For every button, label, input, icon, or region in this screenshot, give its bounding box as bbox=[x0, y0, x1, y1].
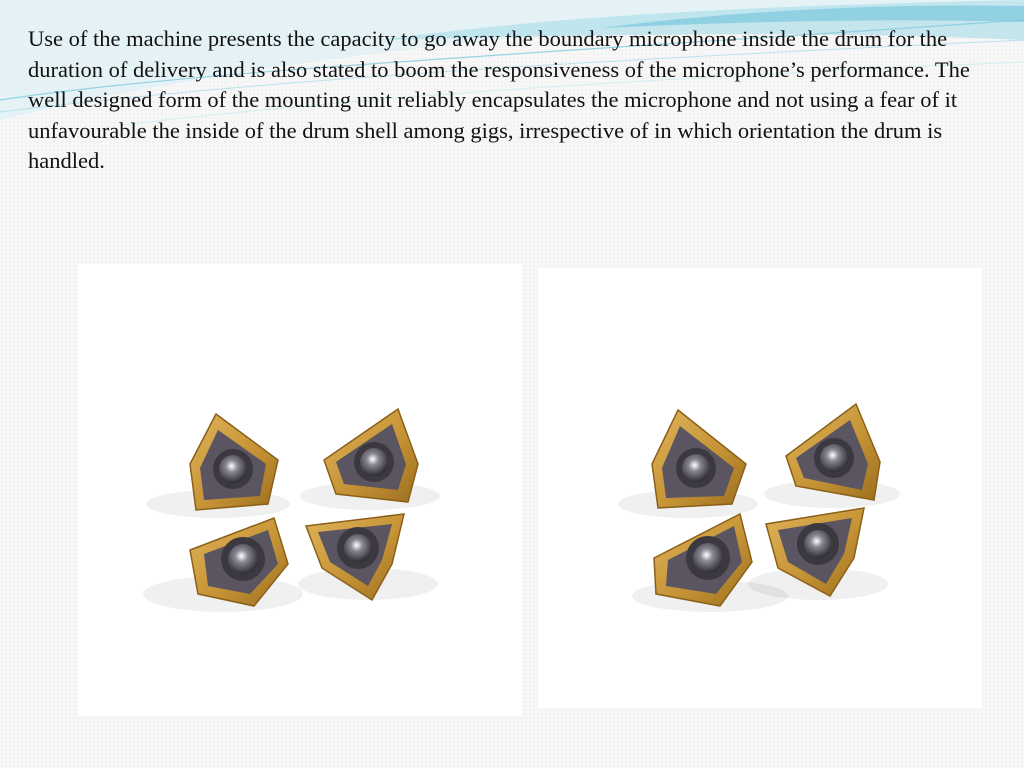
carbide-inserts-photo-right bbox=[538, 268, 982, 708]
carbide-inserts-photo-left bbox=[78, 264, 522, 716]
insert-top-left bbox=[652, 410, 746, 508]
insert-top-left bbox=[190, 414, 278, 510]
slide-body-text: Use of the machine presents the capacity to go away the boundary microphone inside the drum for the duration of delivery and is also stated to boom the responsiveness of the microphone’s performance. The well designed form of the mounting unit reliably encapsulates the microphone and not using a fear of it unfavourable the inside of the drum shell among gigs, irrespective of in which orientation the drum is handled. bbox=[28, 26, 970, 173]
insert-top-right bbox=[786, 404, 880, 500]
insert-top-right bbox=[324, 409, 418, 502]
